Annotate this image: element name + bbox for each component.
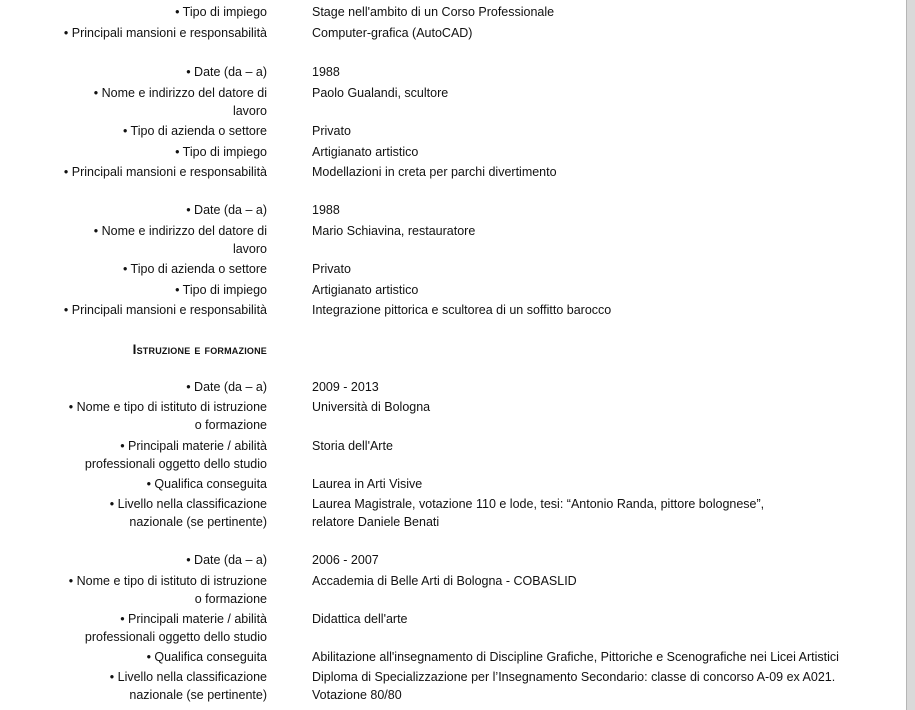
field-value: 1988 [312,203,340,217]
field-value: Integrazione pittorica e scultorea di un soffitto barocco [312,303,612,317]
field-value: Laurea in Arti Visive [312,477,423,491]
field-label: • Qualifica conseguita [146,477,267,491]
field-label: • Tipo di impiego [175,5,267,19]
field-value: Accademia di Belle Arti di Bologna - COBASLID [312,574,577,588]
field-label: • Qualifica conseguita [146,650,267,664]
field-value: Modellazioni in creta per parchi divertimento [312,165,557,179]
field-value: Artigianato artistico [312,145,419,159]
field-value: Storia dell'Arte [312,439,393,453]
field-label: • Date (da – a) [186,553,267,567]
field-label: • Nome e tipo di istituto di istruzione o formazione [68,574,267,606]
field-label: • Principali mansioni e responsabilità [63,303,267,317]
field-label: • Tipo di azienda o settore [122,262,267,276]
field-value: Laurea Magistrale, votazione 110 e lode, tesi: “Antonio Randa, pittore bolognese”, relatore Daniele Benati [312,497,765,529]
field-label: • Nome e indirizzo del datore di lavoro [93,224,267,256]
field-value: Università di Bologna [312,400,431,414]
field-value: Artigianato artistico [312,283,419,297]
field-value: 2006 - 2007 [312,553,379,567]
field-label: • Nome e indirizzo del datore di lavoro [93,86,267,118]
field-value: Didattica dell'arte [312,612,408,626]
field-label: • Nome e tipo di istituto di istruzione o formazione [68,400,267,432]
field-label: • Date (da – a) [186,65,267,79]
field-label: • Date (da – a) [186,380,267,394]
field-label: • Principali mansioni e responsabilità [63,26,267,40]
field-value: Diploma di Specializzazione per l’Insegnamento Secondario: classe di concorso A-09 ex A021. Votazione 80/80 [312,670,836,702]
field-value: Privato [312,262,351,276]
section-title: Istruzione e formazione [132,342,267,357]
field-label: • Date (da – a) [186,203,267,217]
field-label: • Principali materie / abilità professionali oggetto dello studio [84,612,267,644]
field-value: Computer-grafica (AutoCAD) [312,26,473,40]
field-value: 2009 - 2013 [312,380,379,394]
field-label: • Principali mansioni e responsabilità [63,165,267,179]
field-value: 1988 [312,65,340,79]
field-value: Mario Schiavina, restauratore [312,224,476,238]
field-value: Privato [312,124,351,138]
field-label: • Tipo di impiego [175,283,267,297]
field-value: Stage nell'ambito di un Corso Professionale [312,5,555,19]
window-right-edge [906,0,915,710]
field-label: • Livello nella classificazione nazionale (se pertinente) [109,497,267,529]
field-value: Paolo Gualandi, scultore [312,86,449,100]
field-value: Abilitazione all'insegnamento di Discipline Grafiche, Pittoriche e Scenografiche nei Licei Artistici [312,650,839,664]
field-label: • Tipo di azienda o settore [122,124,267,138]
field-label: • Tipo di impiego [175,145,267,159]
field-label: • Principali materie / abilità professionali oggetto dello studio [84,439,267,471]
field-label: • Livello nella classificazione nazionale (se pertinente) [109,670,267,702]
